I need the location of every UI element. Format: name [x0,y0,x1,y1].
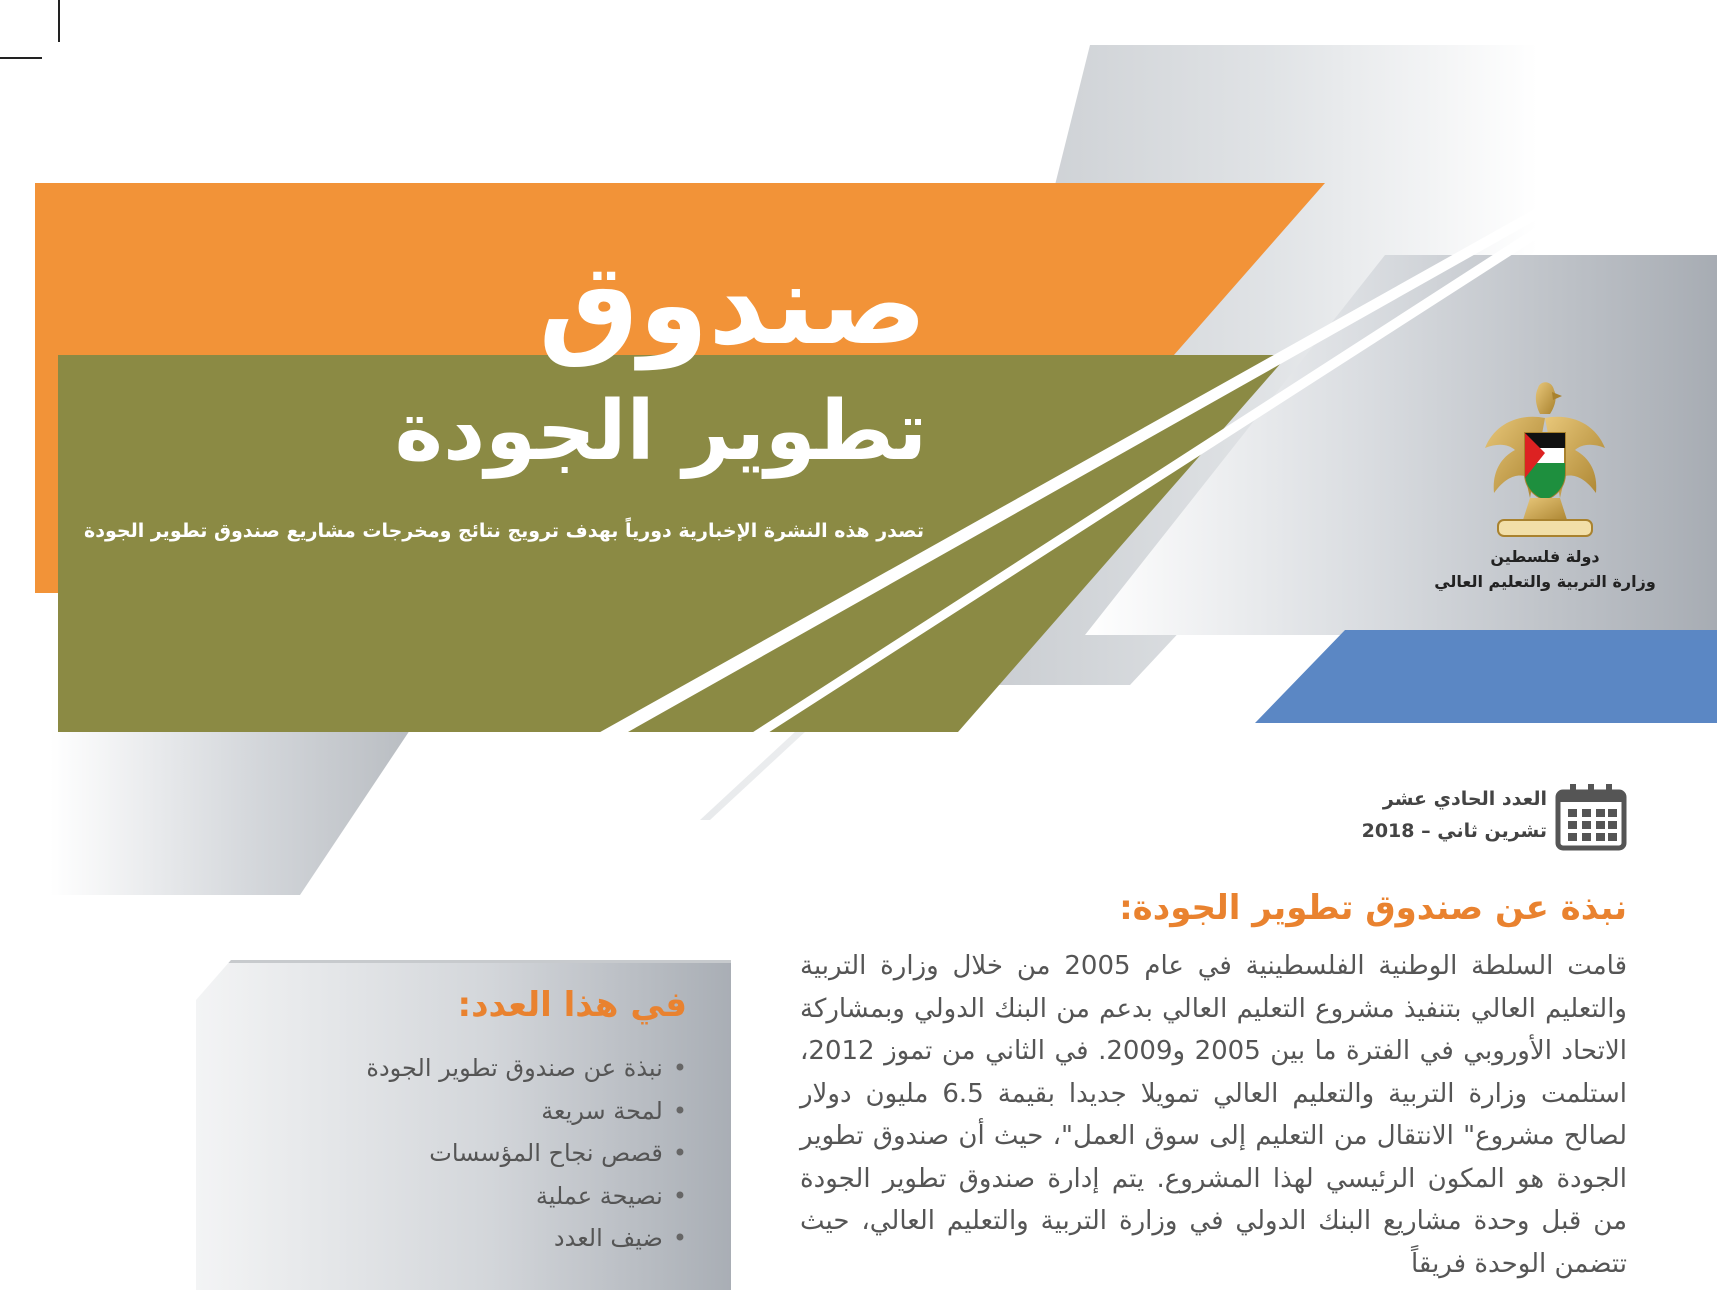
toc-item[interactable] [366,1217,687,1260]
in-this-issue-list [366,1047,687,1260]
toc-item[interactable] [366,1047,687,1090]
bullet-icon: • [672,1096,687,1125]
cover-tagline: تصدر هذه النشرة الإخبارية دورياً بهدف ترويج نتائج ومخرجات مشاريع صندوق تطوير الجودة [84,520,924,542]
in-this-issue-heading: في هذا العدد: [457,985,687,1025]
toc-item-label: قصص نجاح المؤسسات [429,1139,663,1167]
about-heading: نبذة عن صندوق تطوير الجودة: [1119,888,1627,928]
issue-date: تشرين ثاني – 2018 [1361,820,1547,842]
ministry-name: وزارة التربية والتعليم العالي [1434,572,1656,591]
about-body-text: قامت السلطة الوطنية الفلسطينية في عام 2005 من خلال وزارة التربية والتعليم العالي بتنفيذ مشروع التعليم العالي بدعم من البنك الدولي وبمشاركة الاتحاد الأوروبي في الفترة ما بين 2005 و2009. في الثاني من تموز 2012، استلمت وزارة التربية والتعليم العالي تمويلا جديدا بقيمة 6.5 مليون دولار لصالح مشروع" الانتقال من التعليم إلى سوق العمل"، حيث أن صندوق تطوير الجودة هو المكون الرئيسي لهذا المشروع. يتم إدارة صندوق تطوير الجودة من قبل وحدة مشاريع البنك الدولي في وزارة التربية والتعليم العالي، حيث تتضمن الوحدة فريقاً [800,951,1628,1279]
toc-item-label: ضيف العدد [553,1224,663,1252]
cover-subtitle: تطوير الجودة [394,384,927,479]
toc-item[interactable] [366,1132,687,1175]
toc-item-label: لمحة سريعة [541,1096,663,1125]
bullet-icon: • [672,1054,687,1082]
bullet-icon: • [672,1139,687,1167]
blue-banner [1255,630,1717,723]
state-name: دولة فلسطين [1490,547,1600,566]
bullet-icon: • [672,1181,687,1210]
toc-item-label: نصيحة عملية [535,1181,663,1210]
crop-mark-horizontal [0,57,42,59]
toc-item-label: نبذة عن صندوق تطوير الجودة [366,1054,663,1082]
bullet-icon: • [672,1224,687,1252]
crop-mark-vertical [58,0,60,42]
calendar-icon [1555,782,1627,852]
cover-title: صندوق [538,240,927,370]
toc-item[interactable] [366,1175,687,1218]
toc-item[interactable] [366,1090,687,1133]
palestine-eagle-emblem-icon [1480,378,1610,548]
issue-number: العدد الحادي عشر [1382,788,1547,810]
